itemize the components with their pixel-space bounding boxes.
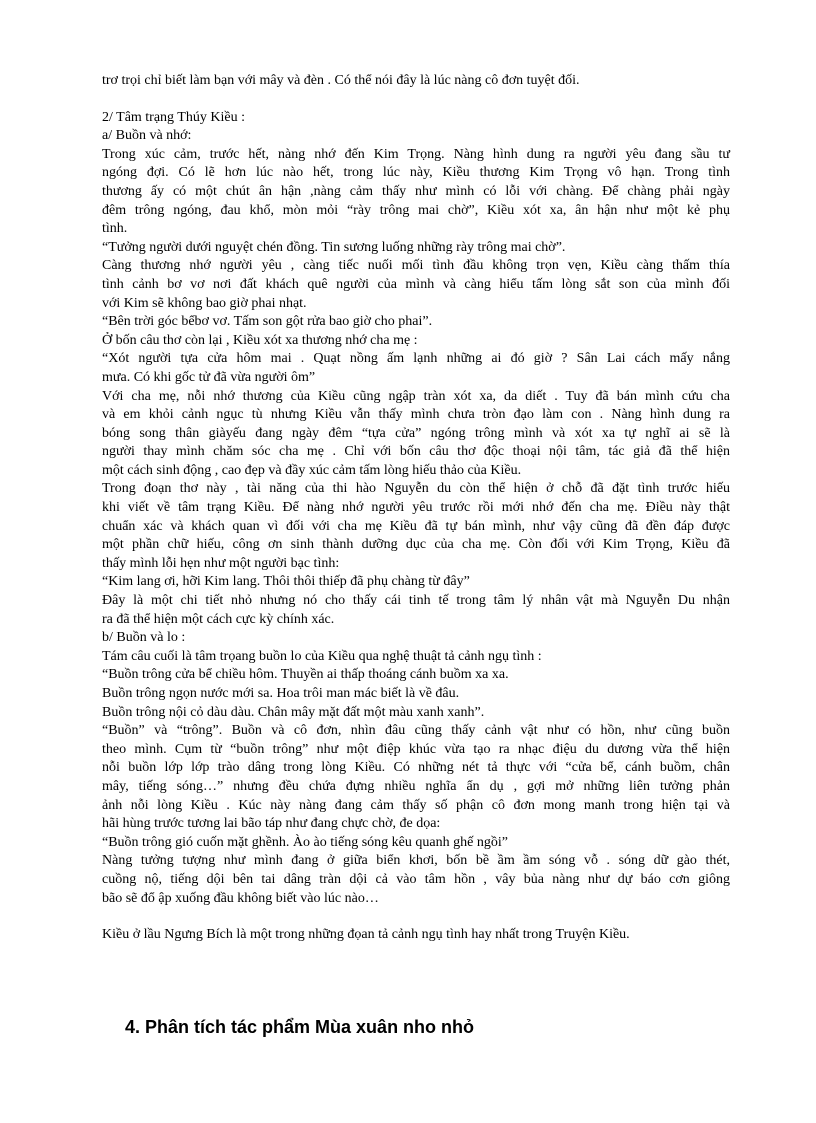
paragraph-line: tình. [102, 221, 128, 237]
paragraph-line: ra đã thể hiện một cách cực kỳ chính xác. [102, 611, 335, 627]
paragraph-line: theo mình. Cụm từ “buồn trông” như một điệp khúc vừa tạo ra nhạc điệu du dương vừa thể hiện [102, 741, 730, 757]
paragraph-line: “Buồn” và “trông”. Buồn và cô đơn, nhìn đâu cũng thấy cảnh vật như có hồn, như cũng buồn [102, 723, 730, 739]
intro-line: trơ trọi chỉ biết làm bạn với mây và đèn . Có thể nói đây là lúc nàng cô đơn tuyệt đối. [102, 73, 580, 88]
paragraph-line: cuồng nộ, tiếng dội bên tai dâng tràn dội cả vào tâm hồn , vây bủa nàng như dự báo cơn giông [102, 871, 730, 887]
quote-line: “Bên trời góc bểbơ vơ. Tấm son gột rửa bao giờ cho phai”. [102, 314, 433, 330]
paragraph-line: ngóng đợi. Có lẽ hơn lúc nào hết, trong lúc này, Kiều thương Kim Trọng vô hạn. Trong tình [102, 165, 730, 181]
conclusion-line: Kiều ở lầu Ngưng Bích là một trong những đọan tả cảnh ngụ tình hay nhất trong Truyện Kiều. [102, 927, 630, 943]
quote-line: “Tưởng người dưới nguyệt chén đồng. Tin sương luống những rày trông mai chờ”. [102, 239, 566, 255]
blank-line [102, 908, 730, 926]
paragraph-line: hãi hùng trước tương lai bão táp như đang chực chờ, đe dọa: [102, 816, 441, 832]
quote-line: “Buồn trông gió cuốn mặt ghềnh. Ào ào tiếng sóng kêu quanh ghế ngồi” [102, 834, 508, 850]
paragraph-line: thương ấy có một chút ân hận ,nàng cảm thấy như mình có lỗi với chàng. Để chàng phải ngày [102, 183, 730, 199]
section-title: 2/ Tâm trạng Thúy Kiều : [102, 109, 245, 125]
paragraph-line: với Kim sẽ không bao giờ phai nhạt. [102, 295, 307, 311]
quote-line: Buồn trông nội cỏ dàu dàu. Chân mây mặt đất một màu xanh xanh”. [102, 704, 485, 720]
quote-line: Buồn trông ngọn nước mới sa. Hoa trôi man mác biết là về đâu. [102, 686, 460, 701]
paragraph-line: tình cảnh bơ vơ nơi đất khách quê người của mình và càng hiểu tấm lòng sắt son của mình đối [102, 276, 730, 292]
paragraph-line: Ở bốn câu thơ còn lại , Kiều xót xa thương nhớ cha mẹ : [102, 332, 418, 348]
paragraph-line: Với cha mẹ, nỗi nhớ thương của Kiều cũng ngập tràn xót xa, da diết . Tuy đã bán mình cứu cha [102, 388, 730, 404]
paragraph-line: Trong xúc cảm, trước hết, nàng nhớ đến Kim Trọng. Nàng hình dung ra người yêu đang sầu tư [102, 146, 730, 162]
paragraph-line: người thay mình chăm sóc cha mẹ . Chỉ với bốn câu thơ độc thoại nội tâm, tác giả đã thể hiện [102, 444, 730, 460]
paragraph-line: đêm trông ngóng, đau khổ, mòn mỏi “rày trông mai chờ”, Kiều xót xa, ân hận như một kẻ phụ [102, 202, 730, 218]
quote-line: “Buồn trông cửa bể chiều hôm. Thuyền ai thấp thoáng cánh buồm xa xa. [102, 667, 509, 683]
paragraph-line: Càng thương nhớ người yêu , càng tiếc nuối mối tình đầu không trọn vẹn, Kiều càng thấm thía [102, 258, 730, 274]
paragraph-line: Đây là một chi tiết nhỏ nhưng nó cho thấy cái tinh tế trong tâm lý nhân vật mà Nguyễn Du nhận [102, 593, 730, 609]
section-heading: 4. Phân tích tác phẩm Mùa xuân nho nhỏ [125, 1017, 475, 1037]
paragraph-line: và em khỏi cảnh ngục tù nhưng Kiều vẫn thấy mình chưa tròn đạo làm con . Nàng hình dung ra [102, 407, 730, 423]
subsection-b-title: b/ Buồn và lo : [102, 630, 186, 646]
paragraph-line: chuẩn xác và khách quan vì đối với cha mẹ Kiều đã tự bán mình, như vậy cũng đã đền đáp được [102, 518, 730, 534]
blank-line [102, 91, 730, 109]
paragraph-line: thấy mình lỗi hẹn như một người bạc tình: [102, 555, 340, 571]
paragraph-line: một cách sinh động , cao đẹp và đầy xúc cảm tấm lòng hiếu thảo của Kiều. [102, 462, 522, 478]
paragraph-line: nỗi buồn lớp lớp trào dâng trong lòng Kiều. Có những nét tả thực với “cửa bể, cánh buồm, chân [102, 760, 730, 776]
paragraph-line: mây, tiếng sóng…” nhưng đều chứa đựng nhiều nghĩa ẩn dụ , gợi mở những liên tưởng phản [102, 778, 730, 794]
subsection-a-title: a/ Buồn và nhớ: [102, 128, 192, 144]
quote-line: “Xót người tựa cửa hôm mai . Quạt nồng ấm lạnh những ai đó giờ ? Sân Lai cách mấy nắng [102, 351, 730, 367]
paragraph-line: bóng song thân giàyếu đang ngày đêm “tựa cửa” ngóng trông mình và xót xa tự nghĩ ai sẽ là [102, 425, 730, 441]
quote-line: “Kim lang ơi, hỡi Kim lang. Thôi thôi thiếp đã phụ chàng từ đây” [102, 574, 470, 590]
paragraph-line: Nàng tưởng tượng như mình đang ở giữa biển khơi, bốn bề ầm ầm sóng vỗ . sóng dữ gào thét, [102, 853, 730, 869]
document-body [102, 72, 730, 945]
paragraph-line: bão sẽ đổ ập xuống đầu không biết vào lúc nào… [102, 890, 379, 906]
quote-line: mưa. Có khi gốc tử đã vừa người ôm” [102, 369, 316, 385]
paragraph-line: ảnh nỗi lòng Kiều . Kúc này nàng đang cảm thấy số phận cô đơn mong manh trong hiện tại và [102, 797, 730, 813]
paragraph-line: khi viết về tâm trạng Kiều. Để nàng nhớ người yêu trước rồi mới nhớ đến cha mẹ. Điều này thật [102, 500, 730, 516]
paragraph-line: một phần chữ hiếu, công ơn sinh thành dưỡng dục của cha mẹ. Còn đối với Kim Trọng, Kiều đã [102, 537, 730, 553]
paragraph-line: Tám câu cuối là tâm trọang buồn lo của Kiều qua nghệ thuật tả cảnh ngụ tình : [102, 648, 542, 664]
paragraph-line: Trong đoạn thơ này , tài năng của thi hào Nguyễn du còn thể hiện ở chỗ đã đặt tình trước hiếu [102, 481, 730, 497]
